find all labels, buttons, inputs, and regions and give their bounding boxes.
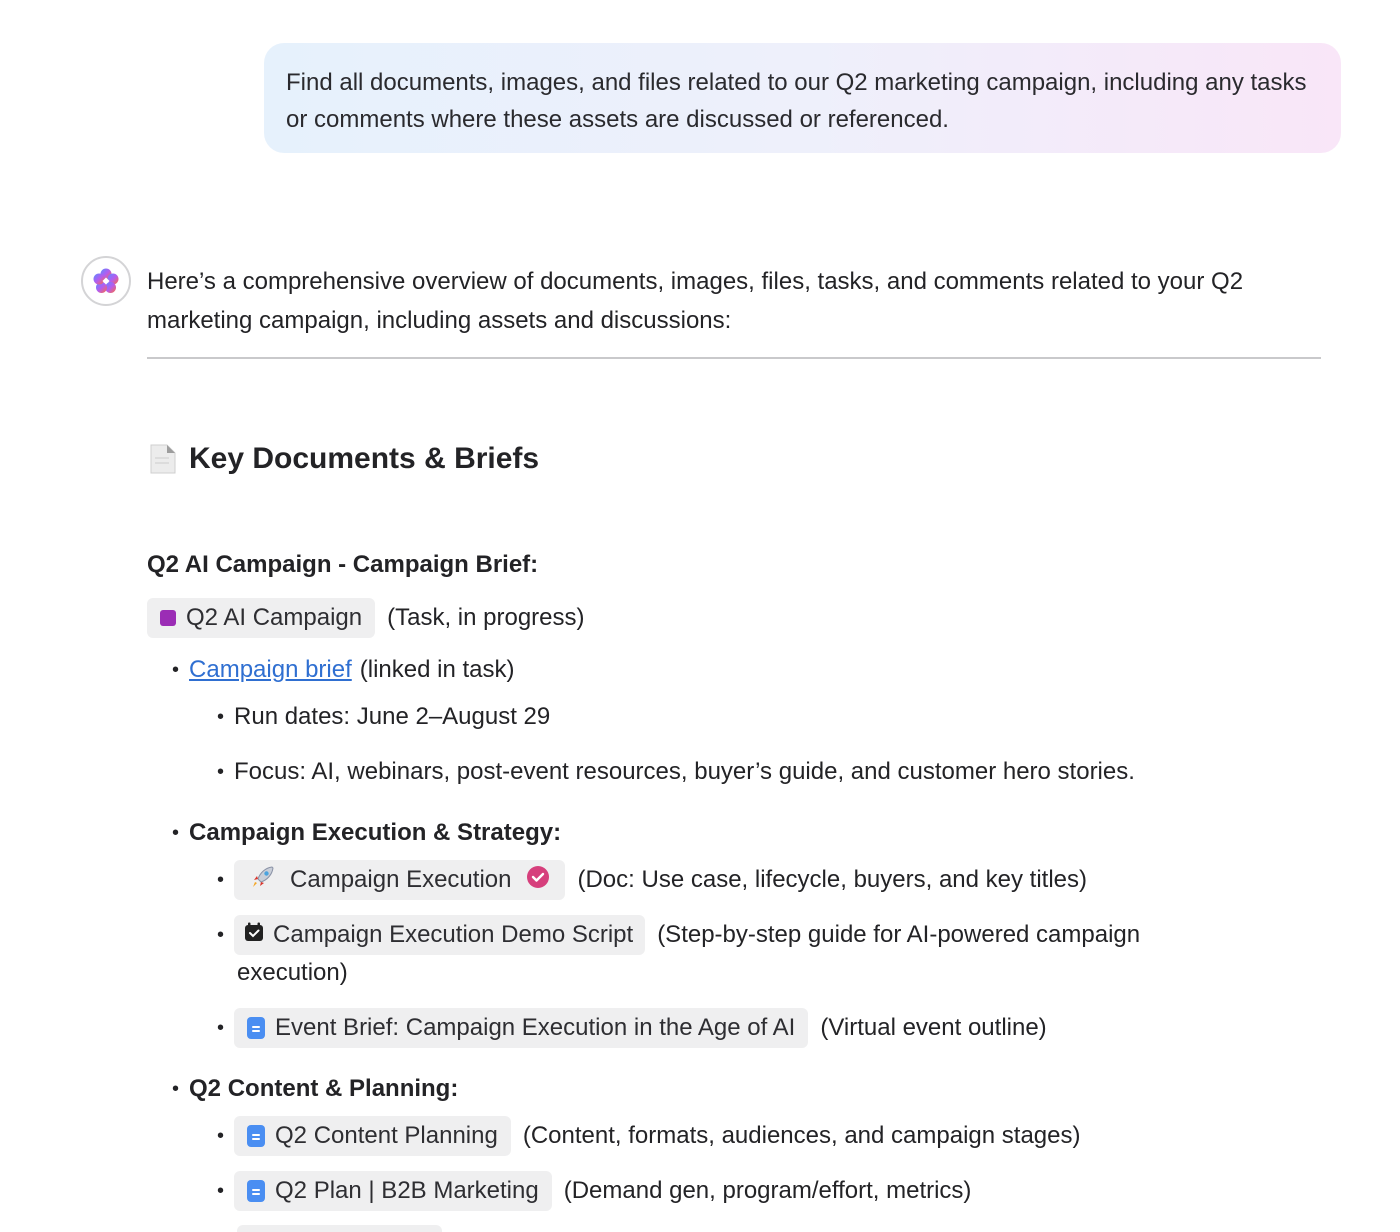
bullet: •: [172, 1077, 180, 1100]
doc-note: (Doc: Use case, lifecycle, buyers, and key titles): [577, 866, 1088, 893]
bullet: •: [172, 821, 180, 844]
doc-chip-q2-plan-b2b[interactable]: [234, 1171, 552, 1211]
bullet: •: [217, 868, 225, 891]
detail-run-dates: [217, 703, 550, 731]
task-chip-q2-ai-campaign[interactable]: [147, 598, 375, 638]
doc-chip-event-brief[interactable]: [234, 1008, 808, 1048]
assistant-response: [147, 262, 1321, 359]
execution-heading: Campaign Execution & Strategy:: [189, 819, 562, 846]
doc-icon: [247, 1017, 265, 1039]
doc-chip-label: Q2 Plan | B2B Marketing: [275, 1177, 539, 1204]
doc-chip-label: Campaign Execution Demo Script: [273, 921, 634, 948]
execution-heading-row: [172, 819, 561, 847]
content-heading-row: [172, 1075, 458, 1103]
doc-chip-label: Q2 Content Planning: [275, 1122, 498, 1149]
bullet: •: [217, 923, 225, 946]
doc-chip-demo-script[interactable]: [234, 915, 645, 955]
content-item: [217, 1116, 1080, 1156]
response-intro: Here’s a comprehensive overview of documents, images, files, tasks, and comments related to your Q2 marketing campaign, including assets and discussions:: [147, 268, 1244, 334]
doc-note: (Content, formats, audiences, and campaign stages): [522, 1122, 1081, 1149]
brain-flower-icon: [92, 267, 120, 295]
bullet: •: [217, 705, 225, 728]
brief-link-note: (linked in task): [359, 656, 515, 683]
task-status-icon: [160, 610, 176, 626]
campaign-brief-link[interactable]: Campaign brief: [189, 656, 352, 683]
execution-item: [217, 915, 1140, 955]
rocket-icon: [250, 864, 276, 897]
doc-icon: [247, 1125, 265, 1147]
divider: [147, 357, 1321, 359]
detail-focus: [217, 758, 1135, 786]
doc-chip-q2-content-planning[interactable]: [234, 1116, 511, 1156]
bullet: •: [217, 1124, 225, 1147]
page-facing-up-icon: [147, 442, 179, 476]
bullet: •: [217, 760, 225, 783]
detail-text: Run dates: June 2–August 29: [234, 703, 551, 730]
doc-chip-partial[interactable]: [237, 1225, 442, 1232]
task-row: [147, 598, 585, 638]
task-note: (Task, in progress): [387, 604, 585, 631]
doc-note-continued: execution): [237, 959, 348, 986]
doc-chip-label: Campaign Execution: [290, 866, 512, 893]
doc-chip-label: Event Brief: Campaign Execution in the Age of AI: [275, 1014, 796, 1041]
bullet: •: [217, 1179, 225, 1202]
section-title: Key Documents & Briefs: [189, 442, 540, 475]
doc-note: (Virtual event outline): [820, 1014, 1047, 1041]
doc-note: (Step-by-step guide for AI-powered campaign: [657, 921, 1141, 948]
doc-chip-campaign-execution[interactable]: [234, 860, 565, 900]
brief-link-row: [172, 656, 515, 684]
bullet: •: [217, 1016, 225, 1039]
user-message-bubble: [264, 43, 1341, 153]
doc-note: (Demand gen, program/effort, metrics): [563, 1177, 972, 1204]
verified-badge-icon: [525, 864, 551, 897]
section-heading: [147, 442, 539, 476]
user-message-text: Find all documents, images, and files related to our Q2 marketing campaign, including any tasks or comments where these assets are discussed or referenced.: [286, 69, 1307, 133]
doc-icon: [247, 1180, 265, 1202]
detail-text: Focus: AI, webinars, post-event resources, buyer’s guide, and customer hero stories.: [234, 758, 1135, 785]
content-heading: Q2 Content & Planning:: [189, 1075, 459, 1102]
content-item: [217, 1171, 971, 1211]
campaign-brief-heading: Q2 AI Campaign - Campaign Brief:: [147, 551, 539, 578]
execution-item: [217, 860, 1087, 900]
calendar-check-icon: [243, 921, 265, 950]
task-chip-label: Q2 AI Campaign: [186, 604, 363, 631]
bullet: •: [172, 658, 180, 681]
assistant-avatar: [81, 256, 131, 306]
execution-item: [217, 1008, 1047, 1048]
